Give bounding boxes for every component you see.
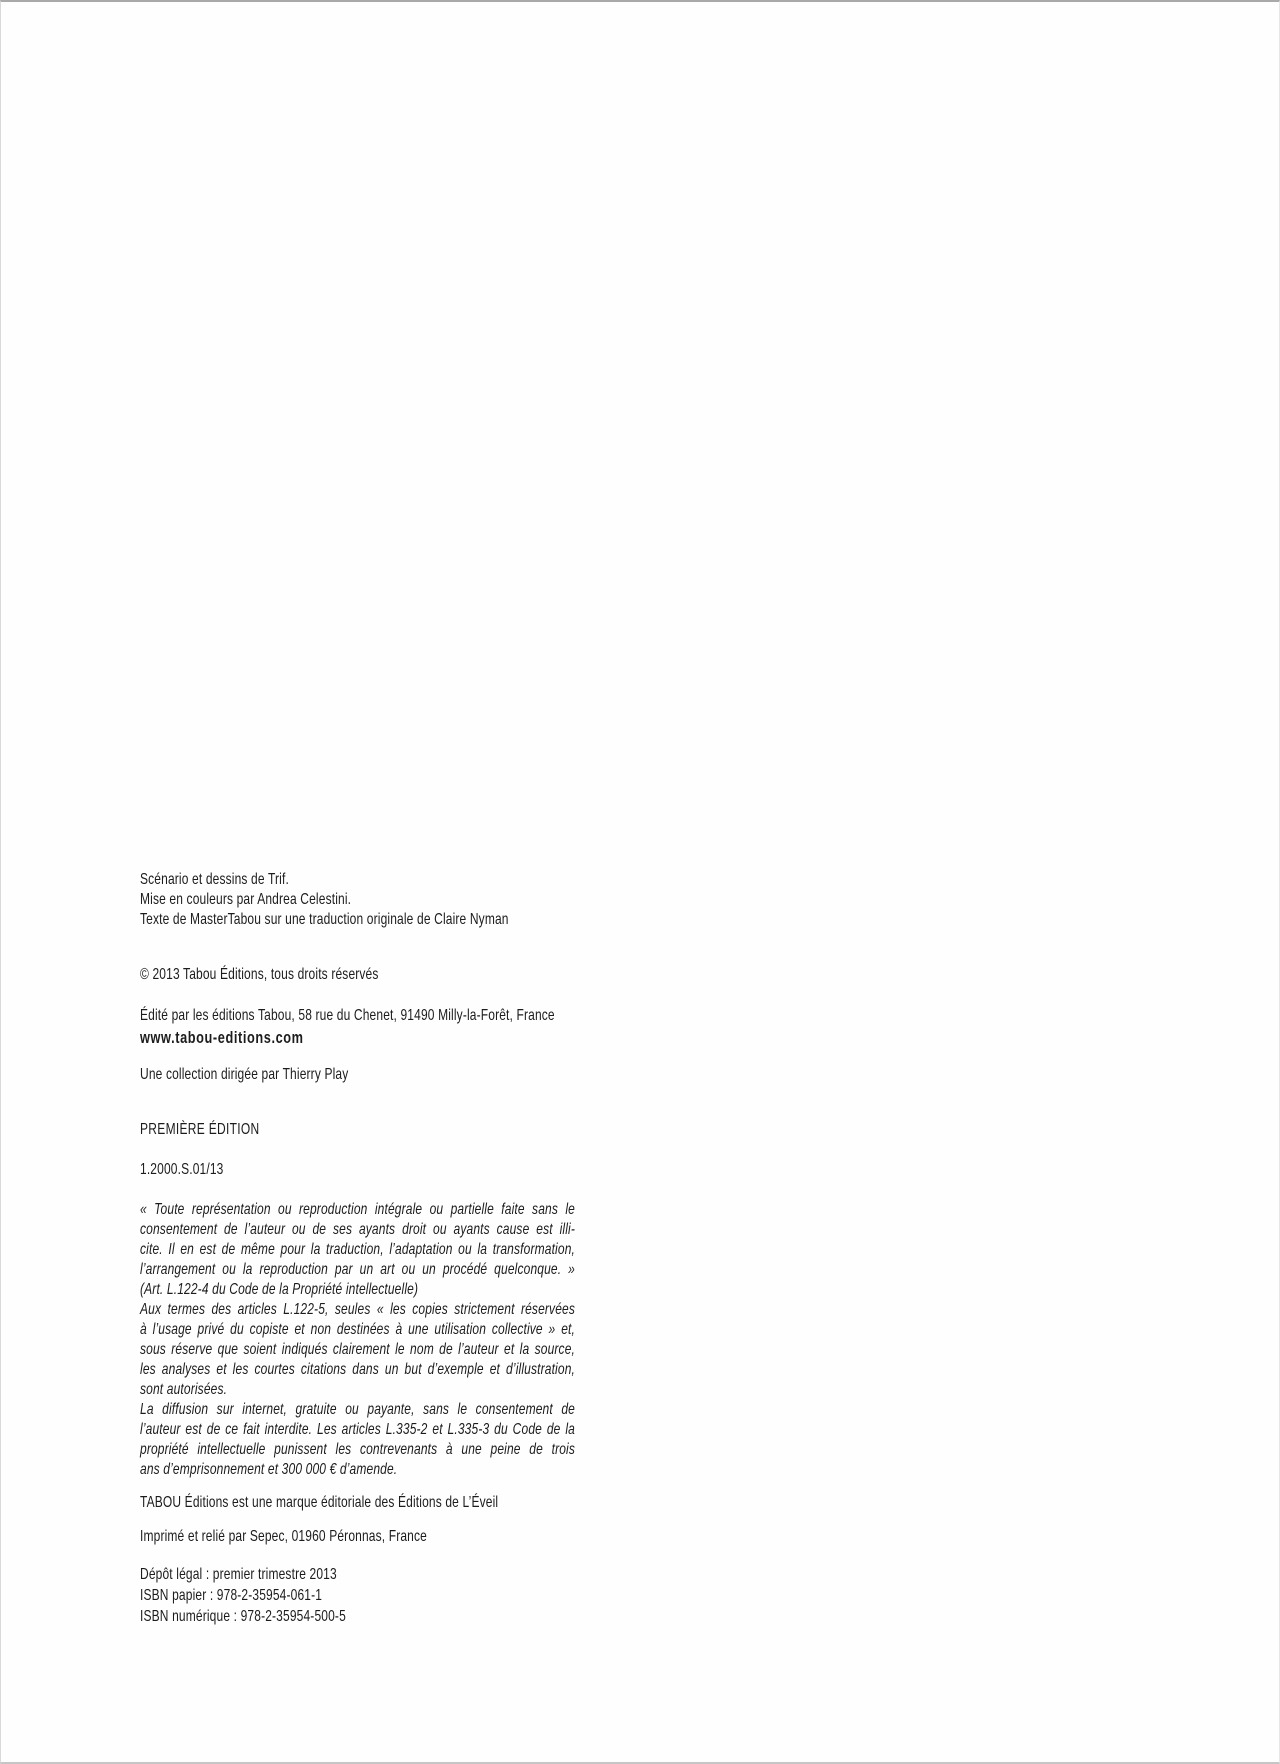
credit-line-scenario: Scénario et dessins de Trif. — [140, 871, 289, 888]
legal-line: cite. Il en est de même pour la traduction, l’adaptation ou la transformation, — [140, 1241, 575, 1258]
legal-deposit-line: Dépôt légal : premier trimestre 2013 — [140, 1566, 337, 1583]
edition-heading: PREMIÈRE ÉDITION — [140, 1121, 260, 1138]
legal-line: l’auteur est de ce fait interdite. Les articles L.335-2 et L.335-3 du Code de la — [140, 1421, 575, 1438]
legal-notice-block — [140, 1200, 575, 1480]
printer-line: Imprimé et relié par Sepec, 01960 Péronnas, France — [140, 1528, 427, 1545]
print-run-code: 1.2000.S.01/13 — [140, 1161, 224, 1178]
imprint-line: TABOU Éditions est une marque éditoriale des Éditions de L’Éveil — [140, 1494, 499, 1511]
legal-line: à l’usage privé du copiste et non destinées à une utilisation collective » et, — [140, 1321, 575, 1338]
legal-line: sont autorisées. — [140, 1381, 228, 1398]
legal-line: (Art. L.122-4 du Code de la Propriété intellectuelle) — [140, 1281, 419, 1298]
publisher-block — [140, 1005, 575, 1049]
isbn-paper-line: ISBN papier : 978-2-35954-061-1 — [140, 1587, 323, 1604]
copyright-line: © 2013 Tabou Éditions, tous droits réservés — [140, 966, 379, 983]
credit-line-colors: Mise en couleurs par Andrea Celestini. — [140, 891, 352, 908]
legal-deposit-block — [140, 1564, 575, 1627]
legal-line: l’arrangement ou la reproduction par un art ou un procédé quelconque. » — [140, 1261, 575, 1278]
legal-line: sous réserve que soient indiqués clairement le nom de l’auteur et la source, — [140, 1341, 575, 1358]
isbn-digital-line: ISBN numérique : 978-2-35954-500-5 — [140, 1608, 346, 1625]
collection-line: Une collection dirigée par Thierry Play — [140, 1066, 349, 1083]
legal-line: Aux termes des articles L.122-5, seules « les copies strictement réservées — [140, 1301, 575, 1318]
credits-block — [140, 870, 575, 930]
publisher-address-line: Édité par les éditions Tabou, 58 rue du Chenet, 91490 Milly-la-Forêt, France — [140, 1007, 555, 1024]
colophon-text-column — [140, 0, 575, 1764]
credit-line-text: Texte de MasterTabou sur une traduction originale de Claire Nyman — [140, 911, 509, 928]
legal-line: propriété intellectuelle punissent les contrevenants à une peine de trois — [140, 1441, 575, 1458]
legal-line: consentement de l’auteur ou de ses ayants droit ou ayants cause est illi- — [140, 1221, 575, 1238]
publisher-website-text: www.tabou-editions.com — [140, 1028, 304, 1047]
legal-line: les analyses et les courtes citations dans un but d’exemple et d’illustration, — [140, 1361, 575, 1378]
legal-line: « Toute représentation ou reproduction intégrale ou partielle faite sans le — [140, 1201, 575, 1218]
legal-line: La diffusion sur internet, gratuite ou payante, sans le consentement de — [140, 1401, 575, 1418]
legal-line: ans d’emprisonnement et 300 000 € d’amende. — [140, 1461, 398, 1478]
